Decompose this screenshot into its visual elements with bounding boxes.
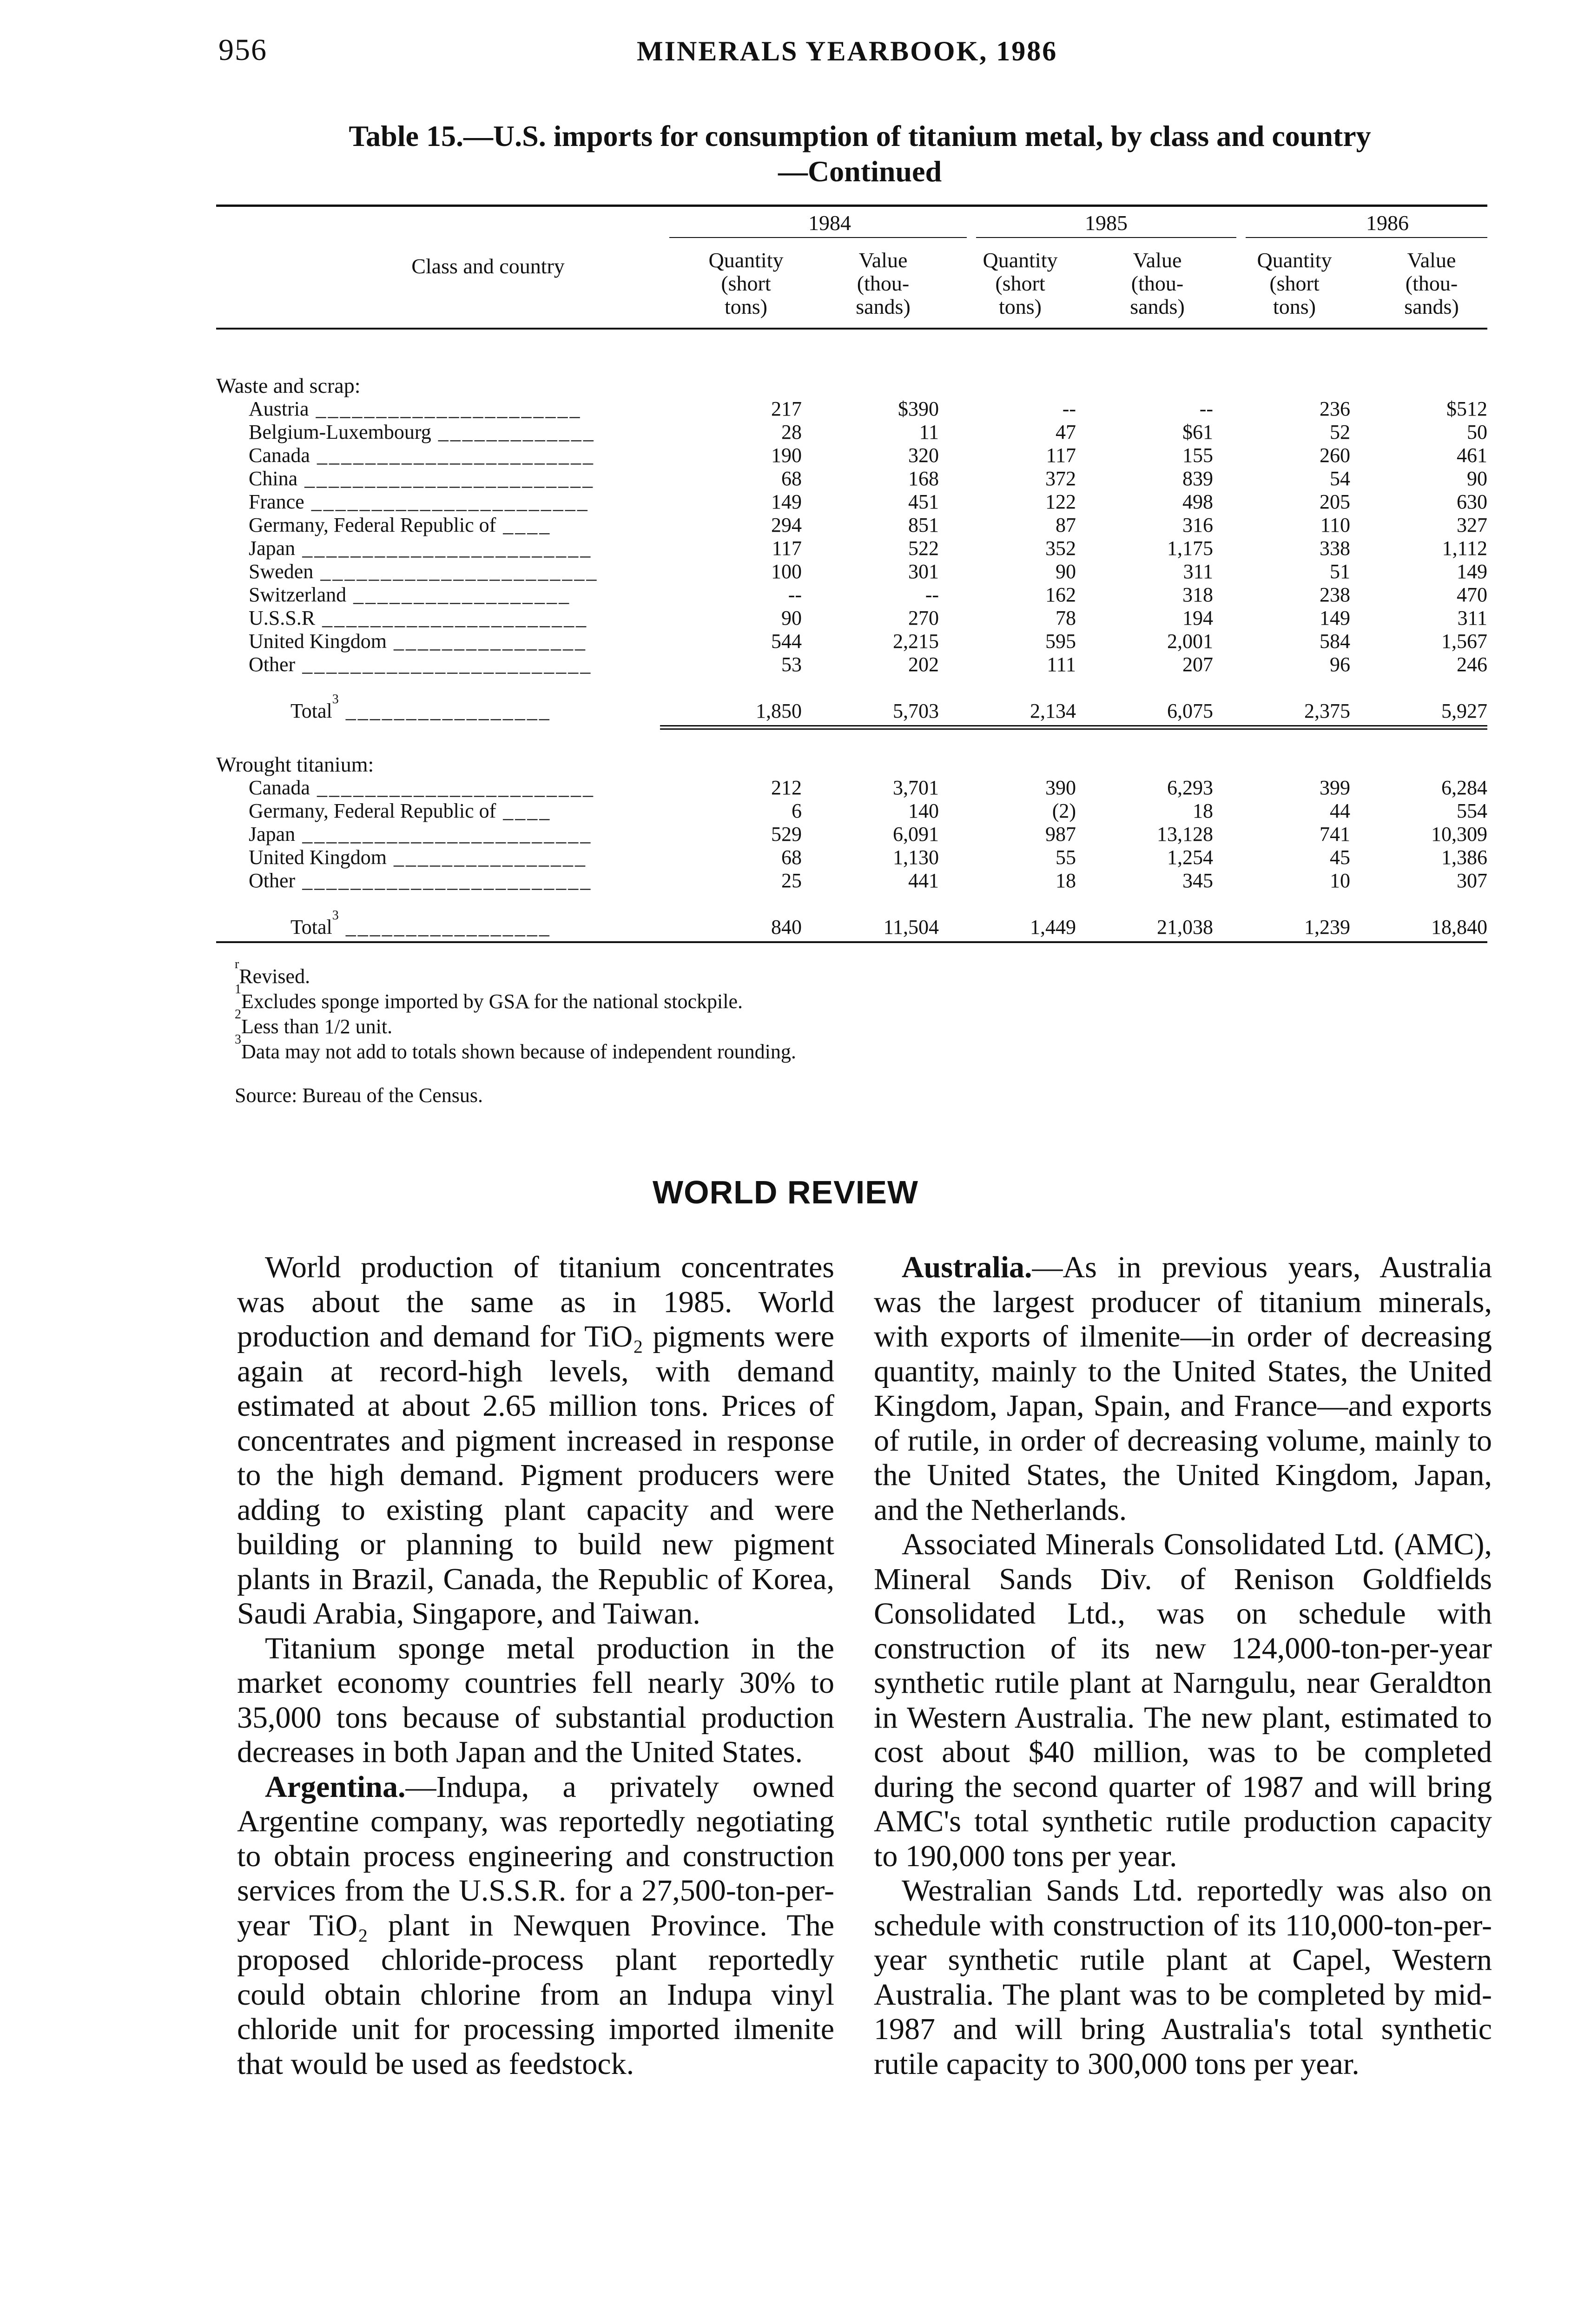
- cell-value: 149: [1457, 560, 1487, 583]
- cell-value: 111: [1047, 653, 1076, 676]
- text-column-right: [874, 1250, 1492, 2081]
- cell-value: 2,375: [1304, 700, 1350, 722]
- cell-value: 45: [1330, 846, 1350, 869]
- header-line: (thou-: [1405, 271, 1458, 295]
- year-heading: 1984: [808, 211, 851, 235]
- cell-value: 529: [771, 823, 802, 845]
- stub-header: Class and country: [411, 254, 565, 278]
- cell-value: 390: [1045, 776, 1076, 799]
- cell-value: --: [1199, 397, 1213, 420]
- paragraph: [874, 1250, 1492, 1527]
- table-row: [216, 823, 1487, 846]
- cell-value: 87: [1056, 514, 1076, 536]
- cell-value: $390: [898, 397, 939, 420]
- country-name: Germany, Federal Republic of: [249, 514, 496, 536]
- header-line: sands): [1130, 295, 1185, 318]
- table-row: [216, 514, 1487, 537]
- value-header: [1366, 249, 1497, 318]
- table-rule: [669, 237, 967, 238]
- cell-value: $61: [1182, 421, 1213, 443]
- cell-value: 301: [908, 560, 939, 583]
- paragraph: [237, 1770, 834, 2082]
- double-rule: [660, 725, 1487, 730]
- cell-value: 117: [1046, 444, 1076, 467]
- footnote-ref: 3: [332, 692, 339, 706]
- cell-value: 50: [1467, 421, 1487, 443]
- cell-value: 741: [1320, 823, 1350, 845]
- cell-value: 25: [781, 869, 802, 892]
- table-row: [216, 490, 1487, 514]
- table-row: [216, 467, 1487, 490]
- cell-value: $512: [1446, 397, 1487, 420]
- footnote: [235, 982, 743, 1014]
- cell-value: --: [788, 583, 802, 606]
- row-label: [290, 692, 551, 723]
- cell-value: 338: [1320, 537, 1350, 560]
- cell-value: 595: [1045, 630, 1076, 653]
- leader-dots: ____: [496, 514, 552, 536]
- cell-value: 202: [908, 653, 939, 676]
- table-row: [216, 653, 1487, 676]
- cell-value: 18,840: [1431, 916, 1487, 938]
- cell-value: 311: [1183, 560, 1213, 583]
- row-label: [249, 467, 594, 490]
- table-title-continued: —Continued: [778, 155, 942, 188]
- header-line: tons): [1273, 295, 1316, 318]
- row-label: [249, 490, 589, 514]
- country-name: Other: [249, 653, 296, 676]
- paragraph-text: World production of titanium concentrates was about the same as in 1985. World production and demand for TiO₂ pigments were again at record-high levels, with demand estimated at about 2.65 million tons. Prices of concentrates and pigment increased in response to the high demand. Pigment producers were adding to existing plant capacity and were building or planning to build new pigment plants in Brazil, Canada, the Republic of Korea, Saudi Arabia, Singapore, and Taiwan.: [237, 1250, 834, 1631]
- country-name: Total: [290, 916, 332, 938]
- row-label: [249, 421, 595, 444]
- table-rule: [216, 941, 1487, 943]
- footnote-text: Data may not add to totals shown because of independent rounding.: [241, 1040, 796, 1063]
- footnote-mark: 3: [235, 1032, 241, 1047]
- header-line: (short: [995, 271, 1045, 295]
- leader-dots: _______________________: [304, 490, 589, 513]
- paragraph-text: —As in previous years, Australia was the largest producer of titanium minerals, with exports of ilmenite—in order of decreasing quantity, mainly to the United States, the United Kingdom, Japan, Spain, and France—and exports of rutile, in order of decreasing volume, mainly to the United States, the United Kingdom, Japan, and the Netherlands.: [874, 1250, 1492, 1527]
- paragraph-text: Titanium sponge metal production in the market economy countries fell nearly 30% to 35,000 tons because of substantial production decreases in both Japan and the United States.: [237, 1631, 834, 1769]
- cell-value: 162: [1045, 583, 1076, 606]
- cell-value: 3,701: [893, 776, 939, 799]
- cell-value: 18: [1056, 869, 1076, 892]
- paragraph: [874, 1527, 1492, 1874]
- cell-value: 13,128: [1157, 823, 1213, 845]
- page-header: [218, 33, 1557, 70]
- section-heading: WORLD REVIEW: [653, 1174, 918, 1210]
- footnote-text: Revised.: [239, 965, 310, 988]
- table-rule: [216, 205, 1487, 207]
- cell-value: 205: [1320, 490, 1350, 513]
- country-lead: Argentina.: [265, 1769, 406, 1804]
- footnote-ref: 3: [332, 908, 339, 923]
- country-name: Canada: [249, 444, 310, 467]
- footnote-text: Excludes sponge imported by GSA for the national stockpile.: [241, 990, 743, 1013]
- leader-dots: _________________: [338, 700, 551, 722]
- leader-dots: ________________: [386, 630, 587, 653]
- table-row: [216, 846, 1487, 869]
- cell-value: 522: [908, 537, 939, 560]
- country-lead: Australia.: [902, 1250, 1032, 1284]
- paragraph: [874, 1874, 1492, 2081]
- cell-value: 1,175: [1167, 537, 1213, 560]
- text-column-left: [237, 1250, 834, 2081]
- quantity-header: [1229, 249, 1360, 318]
- cell-value: 100: [771, 560, 802, 583]
- table-row: [216, 560, 1487, 583]
- cell-value: 90: [781, 607, 802, 629]
- country-name: United Kingdom: [249, 846, 387, 869]
- footnote: [235, 1007, 393, 1039]
- row-label: [249, 607, 588, 630]
- leader-dots: ________________________: [295, 823, 593, 845]
- cell-value: 246: [1457, 653, 1487, 676]
- country-name: Belgium-Luxembourg: [249, 421, 431, 443]
- cell-value: 461: [1457, 444, 1487, 467]
- cell-value: 5,703: [893, 700, 939, 722]
- cell-value: 168: [908, 467, 939, 490]
- year-heading: 1986: [1366, 211, 1409, 235]
- country-name: Japan: [249, 823, 296, 845]
- cell-value: --: [1062, 397, 1076, 420]
- table-row: [216, 869, 1487, 892]
- footnote-mark: 1: [235, 982, 241, 997]
- cell-value: 52: [1330, 421, 1350, 443]
- country-name: Other: [249, 869, 296, 892]
- header-line: Value: [1407, 248, 1456, 272]
- cell-value: 839: [1182, 467, 1213, 490]
- footnote: [235, 1032, 796, 1064]
- cell-value: 372: [1045, 467, 1076, 490]
- table-row: [216, 583, 1487, 607]
- cell-value: 399: [1320, 776, 1350, 799]
- leader-dots: _______________________: [310, 444, 595, 467]
- table-row: [216, 607, 1487, 630]
- paragraph-text: —Indupa, a privately owned Argentine company, was reportedly negotiating to obtain process engineering and construction services from the U.S.S.R. for a 27,500-ton-per-year TiO₂ plant in Newquen Province. The proposed chloride-process plant reportedly could obtain chlorine from an Indupa vinyl chloride unit for processing imported ilmenite that would be used as feedstock.: [237, 1769, 834, 2081]
- cell-value: 6,075: [1167, 700, 1213, 722]
- header-line: sands): [856, 295, 911, 318]
- footnote-mark: 2: [235, 1007, 241, 1022]
- cell-value: 270: [908, 607, 939, 629]
- cell-value: 318: [1182, 583, 1213, 606]
- cell-value: 840: [771, 916, 802, 938]
- footnote-text: Less than 1/2 unit.: [241, 1015, 393, 1038]
- cell-value: 110: [1320, 514, 1350, 536]
- paragraph-text: Associated Minerals Consolidated Ltd. (AMC), Mineral Sands Div. of Renison Goldfields Consolidated Ltd., was on schedule with construction of its new 124,000-ton-per-year synthetic rutile plant at Narngulu, near Geraldton in Western Australia. The new plant, estimated to cost about $40 million, was to be completed during the second quarter of 1987 and will bring AMC's total synthetic rutile production capacity to 190,000 tons per year.: [874, 1527, 1492, 1873]
- cell-value: 47: [1056, 421, 1076, 443]
- cell-value: 68: [781, 846, 802, 869]
- cell-value: (2): [1052, 799, 1076, 822]
- header-line: (thou-: [857, 271, 910, 295]
- section-label: Wrought titanium:: [216, 753, 374, 776]
- cell-value: 1,386: [1441, 846, 1487, 869]
- cell-value: 11: [919, 421, 939, 443]
- footnote-mark: r: [235, 957, 239, 971]
- cell-value: 238: [1320, 583, 1350, 606]
- country-name: Sweden: [249, 560, 314, 583]
- table-title-line: Table 15.—U.S. imports for consumption of titanium metal, by class and country: [349, 119, 1371, 152]
- cell-value: 217: [771, 397, 802, 420]
- header-line: Value: [858, 248, 908, 272]
- cell-value: 53: [781, 653, 802, 676]
- cell-value: 122: [1045, 490, 1076, 513]
- cell-value: 11,504: [883, 916, 939, 938]
- country-name: U.S.S.R: [249, 607, 316, 629]
- cell-value: --: [925, 583, 939, 606]
- paragraph: [237, 1631, 834, 1770]
- cell-value: 1,449: [1030, 916, 1076, 938]
- cell-value: 117: [772, 537, 802, 560]
- country-name: Canada: [249, 776, 310, 799]
- total-row: [216, 908, 1487, 939]
- country-name: United Kingdom: [249, 630, 387, 653]
- running-title: MINERALS YEARBOOK, 1986: [637, 36, 1058, 66]
- cell-value: 327: [1457, 514, 1487, 536]
- table-row: [216, 397, 1487, 421]
- leader-dots: _______________________: [310, 776, 595, 799]
- header-line: Value: [1133, 248, 1182, 272]
- value-header: [1092, 249, 1222, 318]
- row-label: [249, 630, 587, 653]
- leader-dots: ________________________: [295, 869, 593, 892]
- country-name: Switzerland: [249, 583, 347, 606]
- cell-value: 10: [1330, 869, 1350, 892]
- cell-value: 6,293: [1167, 776, 1213, 799]
- row-label: [249, 514, 551, 537]
- leader-dots: _________________: [338, 916, 551, 938]
- cell-value: 1,130: [893, 846, 939, 869]
- cell-value: 54: [1330, 467, 1350, 490]
- cell-value: 51: [1330, 560, 1350, 583]
- table-rule: [1246, 237, 1487, 238]
- cell-value: 149: [1320, 607, 1350, 629]
- cell-value: 6: [792, 799, 802, 822]
- row-label: [249, 560, 598, 583]
- table-row: [216, 537, 1487, 560]
- paragraph-text: Westralian Sands Ltd. reportedly was also on schedule with construction of its 110,000-ton-per-year synthetic rutile plant at Capel, Western Australia. The plant was to be completed by mid-1987 and will bring Australia's total synthetic rutile capacity to 300,000 tons per year.: [874, 1874, 1492, 2081]
- leader-dots: ____: [496, 799, 552, 822]
- country-name: China: [249, 467, 298, 490]
- table-row: [216, 776, 1487, 799]
- cell-value: 554: [1457, 799, 1487, 822]
- cell-value: 544: [771, 630, 802, 653]
- cell-value: 311: [1457, 607, 1487, 629]
- header-line: (short: [1269, 271, 1320, 295]
- row-label: [249, 653, 592, 676]
- cell-value: 155: [1182, 444, 1213, 467]
- cell-value: 55: [1056, 846, 1076, 869]
- leader-dots: ________________________: [295, 653, 593, 676]
- row-label: [249, 444, 595, 467]
- table-row: [216, 799, 1487, 823]
- cell-value: 441: [908, 869, 939, 892]
- section-label: Waste and scrap:: [216, 374, 361, 397]
- cell-value: 21,038: [1157, 916, 1213, 938]
- cell-value: 5,927: [1441, 700, 1487, 722]
- country-name: Japan: [249, 537, 296, 560]
- leader-dots: ______________________: [315, 607, 588, 629]
- cell-value: 6,091: [893, 823, 939, 845]
- value-header: [818, 249, 948, 318]
- header-line: (thou-: [1131, 271, 1184, 295]
- paragraph: [237, 1250, 834, 1631]
- row-label: [249, 869, 592, 892]
- year-heading: 1985: [1085, 211, 1128, 235]
- quantity-header: [681, 249, 811, 318]
- table-rule: [216, 328, 1487, 330]
- header-line: sands): [1404, 295, 1459, 318]
- cell-value: 1,567: [1441, 630, 1487, 653]
- country-name: Austria: [249, 397, 309, 420]
- cell-value: 498: [1182, 490, 1213, 513]
- cell-value: 149: [771, 490, 802, 513]
- header-line: Quantity: [983, 248, 1058, 272]
- row-label: [249, 823, 592, 846]
- cell-value: 28: [781, 421, 802, 443]
- leader-dots: _____________: [431, 421, 595, 443]
- row-label: [249, 537, 592, 560]
- cell-value: 190: [771, 444, 802, 467]
- leader-dots: ______________________: [309, 397, 582, 420]
- cell-value: 987: [1045, 823, 1076, 845]
- cell-value: 44: [1330, 799, 1350, 822]
- cell-value: 1,254: [1167, 846, 1213, 869]
- row-label: [249, 799, 551, 823]
- cell-value: 10,309: [1431, 823, 1487, 845]
- cell-value: 18: [1193, 799, 1213, 822]
- cell-value: 451: [908, 490, 939, 513]
- header-line: Quantity: [708, 248, 784, 272]
- footnote: [235, 957, 310, 989]
- cell-value: 2,215: [893, 630, 939, 653]
- cell-value: 90: [1056, 560, 1076, 583]
- cell-value: 307: [1457, 869, 1487, 892]
- table-row: [216, 421, 1487, 444]
- country-name: Germany, Federal Republic of: [249, 799, 496, 822]
- table-row: [216, 630, 1487, 653]
- table-rule: [976, 237, 1236, 238]
- cell-value: 96: [1330, 653, 1350, 676]
- quantity-header: [955, 249, 1085, 318]
- leader-dots: __________________: [346, 583, 571, 606]
- cell-value: 630: [1457, 490, 1487, 513]
- cell-value: 294: [771, 514, 802, 536]
- country-name: Total: [290, 700, 332, 722]
- table-row: [216, 444, 1487, 467]
- country-name: France: [249, 490, 304, 513]
- cell-value: 207: [1182, 653, 1213, 676]
- header-line: tons): [725, 295, 767, 318]
- row-label: [249, 846, 587, 869]
- cell-value: 316: [1182, 514, 1213, 536]
- row-label: [249, 583, 571, 607]
- cell-value: 260: [1320, 444, 1350, 467]
- page-number: 956: [218, 33, 267, 67]
- header-line: tons): [999, 295, 1042, 318]
- table-source: Source: Bureau of the Census.: [235, 1084, 483, 1107]
- cell-value: 194: [1182, 607, 1213, 629]
- cell-value: 470: [1457, 583, 1487, 606]
- cell-value: 851: [908, 514, 939, 536]
- leader-dots: _______________________: [313, 560, 599, 583]
- leader-dots: ________________________: [295, 537, 593, 560]
- header-line: Quantity: [1257, 248, 1332, 272]
- table-title: [232, 119, 1487, 189]
- cell-value: 236: [1320, 397, 1350, 420]
- cell-value: 6,284: [1441, 776, 1487, 799]
- cell-value: 2,134: [1030, 700, 1076, 722]
- cell-value: 320: [908, 444, 939, 467]
- cell-value: 68: [781, 467, 802, 490]
- cell-value: 584: [1320, 630, 1350, 653]
- total-row: [216, 692, 1487, 723]
- cell-value: 78: [1056, 607, 1076, 629]
- cell-value: 1,239: [1304, 916, 1350, 938]
- cell-value: 352: [1045, 537, 1076, 560]
- header-line: (short: [721, 271, 771, 295]
- cell-value: 1,112: [1442, 537, 1487, 560]
- cell-value: 140: [908, 799, 939, 822]
- row-label: [290, 908, 551, 939]
- leader-dots: ________________________: [297, 467, 595, 490]
- cell-value: 90: [1467, 467, 1487, 490]
- cell-value: 2,001: [1167, 630, 1213, 653]
- row-label: [249, 397, 582, 421]
- cell-value: 212: [771, 776, 802, 799]
- leader-dots: ________________: [386, 846, 587, 869]
- cell-value: 345: [1182, 869, 1213, 892]
- row-label: [249, 776, 595, 799]
- cell-value: 1,850: [756, 700, 802, 722]
